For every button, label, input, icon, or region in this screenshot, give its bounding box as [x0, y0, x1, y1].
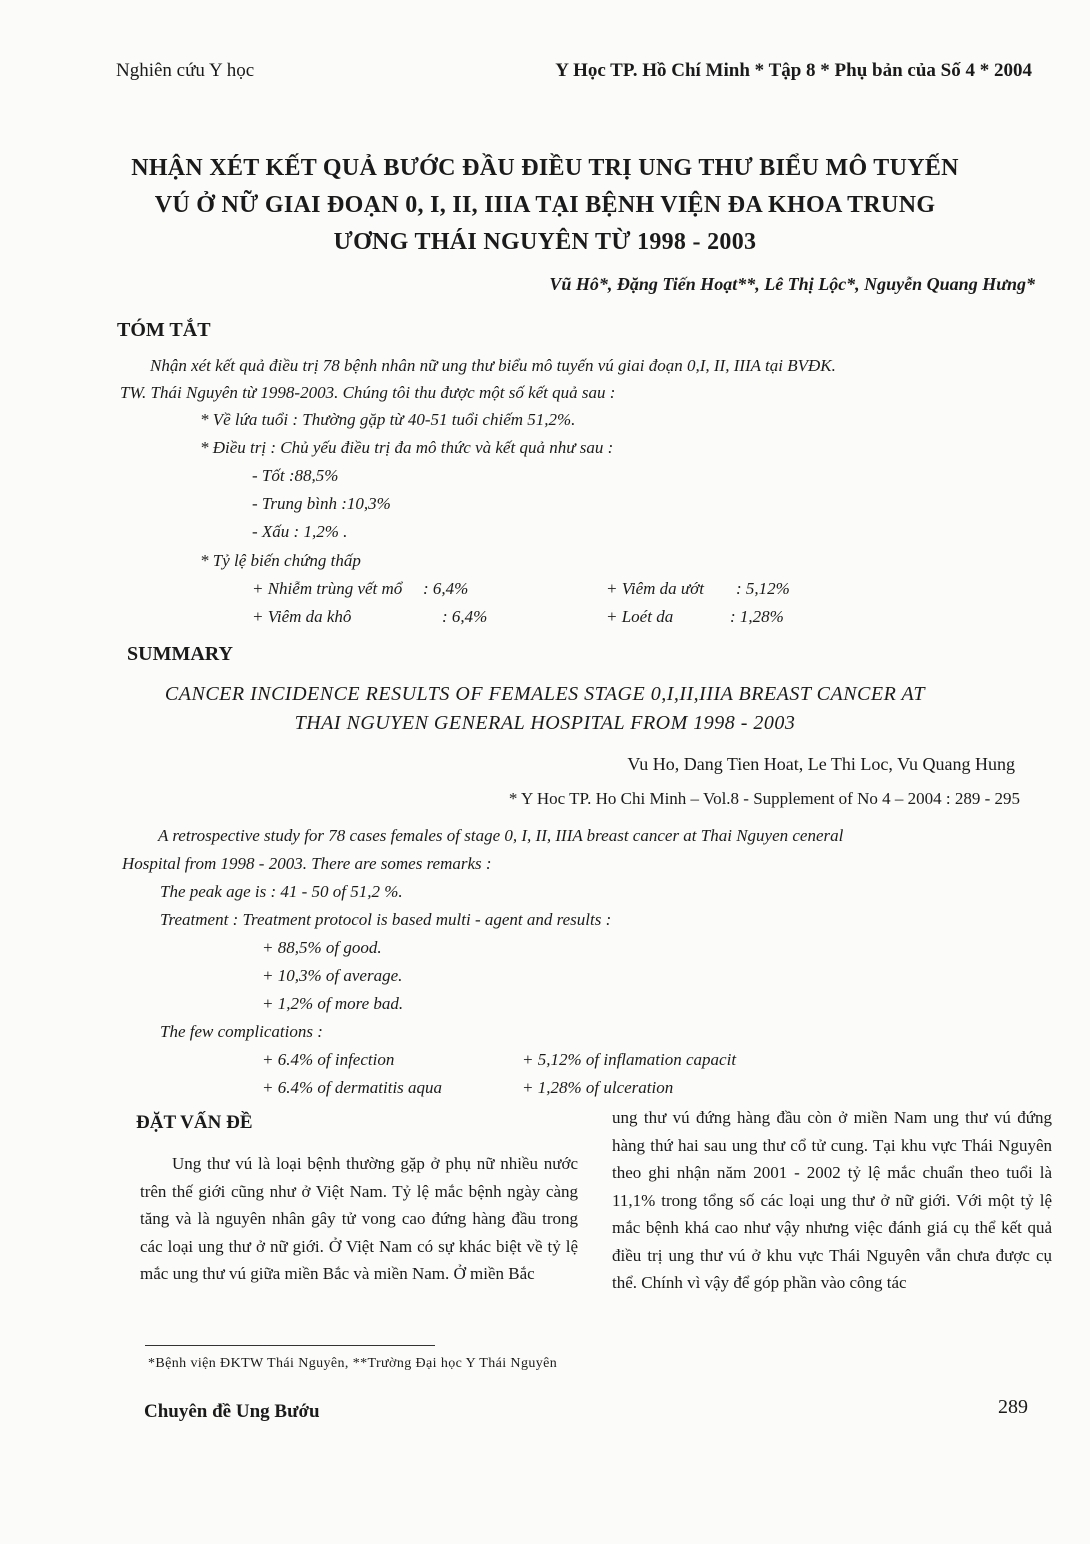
running-header-right: Y Học TP. Hồ Chí Minh * Tập 8 * Phụ bản của Số 4 * 2004	[555, 60, 1032, 81]
summary-average: + 10,3% of average.	[262, 966, 403, 985]
summary-heading: SUMMARY	[127, 643, 233, 665]
abstract-vi-comp2-value: : 5,12%	[736, 579, 790, 598]
running-header-left: Nghiên cứu Y học	[116, 60, 255, 81]
abstract-vi-comp4-value: : 1,28%	[730, 607, 784, 626]
article-title-line-2: VÚ Ở NỮ GIAI ĐOẠN 0, I, II, IIIA TẠI BỆNH VIỆN ĐA KHOA TRUNG	[154, 192, 936, 218]
abstract-vi-comp1-value: : 6,4%	[423, 579, 469, 598]
abstract-vi-comp3-value: : 6,4%	[442, 607, 488, 626]
intro-right-paragraph: ung thư vú đứng hàng đầu còn ở miền Nam ung thư vú đứng hàng thứ hai sau ung thư cổ tử cung. Tại khu vực Thái Nguyên theo ghi nhận năm 2001 - 2002 tỷ lệ mắc chuẩn theo tuổi là 11,1% trong tổng số các loại ung thư ở nữ giới. Với một tỷ lệ mắc bệnh khá cao như vậy nhưng việc đánh giá cụ thể kết quả điều trị ung thư vú ở khu vực Thái Nguyên vẫn chưa được cụ thể. Chính vì vậy để góp phần vào công tác	[612, 1108, 1052, 1292]
footnote: *Bệnh viện ĐKTW Thái Nguyên, **Trường Đại học Y Thái Nguyên	[148, 1356, 558, 1371]
article-title-line-3: ƯƠNG THÁI NGUYÊN TỪ 1998 - 2003	[333, 229, 757, 255]
abstract-vi-comp2-label: + Viêm da ướt	[606, 579, 704, 598]
abstract-vi-good: - Tốt :88,5%	[252, 466, 339, 485]
summary-peak-age: The peak age is : 41 - 50 of 51,2 %.	[160, 882, 403, 901]
abstract-vi-comp1-label: + Nhiễm trùng vết mổ	[252, 579, 403, 598]
summary-complications: The few complications :	[160, 1022, 323, 1041]
abstract-vi-comp4-label: + Loét da	[606, 607, 674, 626]
summary-intro-line-1: A retrospective study for 78 cases females of stage 0, I, II, IIIA breast cancer at Thai Nguyen ceneral	[158, 826, 844, 845]
summary-comp3: + 6.4% of dermatitis aqua	[262, 1078, 443, 1097]
summary-comp4: + 1,28% of ulceration	[522, 1078, 674, 1097]
abstract-vi-age: * Về lứa tuổi : Thường gặp từ 40-51 tuổi chiếm 51,2%.	[200, 410, 576, 429]
abstract-vi-intro-line-2: TW. Thái Nguyên từ 1998-2003. Chúng tôi thu được một số kết quả sau :	[120, 383, 616, 402]
footer-section-name: Chuyên đề Ung Bướu	[144, 1401, 320, 1422]
summary-bad: + 1,2% of more bad.	[262, 994, 404, 1013]
summary-comp2: + 5,12% of inflamation capacit	[522, 1050, 737, 1069]
authors-vi: Vũ Hô*, Đặng Tiến Hoạt**, Lê Thị Lộc*, Nguyễn Quang Hưng*	[549, 274, 1035, 294]
page-number: 289	[998, 1396, 1028, 1418]
intro-right-column	[612, 1104, 1052, 1297]
abstract-vi-average: - Trung bình :10,3%	[252, 494, 391, 513]
summary-good: + 88,5% of good.	[262, 938, 382, 957]
summary-authors: Vu Ho, Dang Tien Hoat, Le Thi Loc, Vu Quang Hung	[627, 754, 1015, 774]
summary-intro-line-2: Hospital from 1998 - 2003. There are somes remarks :	[122, 854, 492, 873]
abstract-vi-comp3-label: + Viêm da khô	[252, 607, 352, 626]
summary-comp1: + 6.4% of infection	[262, 1050, 395, 1069]
summary-title-line-2: THAI NGUYEN GENERAL HOSPITAL FROM 1998 - 2003	[294, 712, 796, 734]
abstract-vi-heading: TÓM TẮT	[117, 319, 211, 341]
intro-left-column	[140, 1150, 578, 1288]
intro-heading: ĐẶT VẤN ĐỀ	[136, 1112, 253, 1133]
article-title-line-1: NHẬN XÉT KẾT QUẢ BƯỚC ĐẦU ĐIỀU TRỊ UNG THƯ BIỂU MÔ TUYẾN	[131, 155, 959, 181]
abstract-vi-treatment: * Điều trị : Chủ yếu điều trị đa mô thức và kết quả như sau :	[200, 438, 614, 457]
abstract-vi-complications: * Tỷ lệ biến chứng thấp	[200, 551, 361, 570]
abstract-vi-bad: - Xấu : 1,2% .	[252, 522, 348, 541]
footnote-rule	[145, 1345, 435, 1346]
summary-title-line-1: CANCER INCIDENCE RESULTS OF FEMALES STAGE 0,I,II,IIIA BREAST CANCER AT	[164, 683, 926, 705]
abstract-vi-intro-line-1: Nhận xét kết quả điều trị 78 bệnh nhân nữ ung thư biểu mô tuyến vú giai đoạn 0,I, II, IIIA tại BVĐK.	[150, 356, 836, 375]
summary-citation: * Y Hoc TP. Ho Chi Minh – Vol.8 - Supplement of No 4 – 2004 : 289 - 295	[508, 789, 1020, 808]
intro-left-paragraph: Ung thư vú là loại bệnh thường gặp ở phụ nữ nhiều nước trên thế giới cũng như ở Việt Nam. Tỷ lệ mắc bệnh ngày càng tăng và là nguyên nhân gây tử vong cao đứng hàng đầu trong các loại ung thư ở nữ giới. Ở Việt Nam có sự khác biệt về tỷ lệ mắc ung thư vú giữa miền Bắc và miền Nam. Ở miền Bắc	[140, 1154, 578, 1283]
summary-treatment: Treatment : Treatment protocol is based multi - agent and results :	[160, 910, 612, 929]
